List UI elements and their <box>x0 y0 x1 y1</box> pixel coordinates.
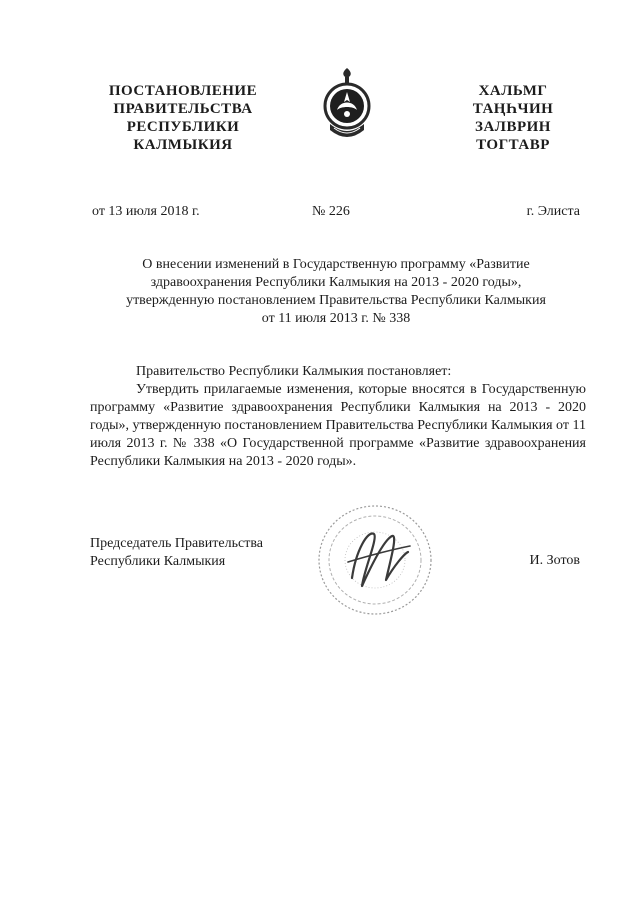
document-number: № 226 <box>312 204 350 219</box>
title-line: здравоохранения Республики Калмыкия на 2013 - 2020 годы», <box>150 275 522 290</box>
decree-text: Утвердить прилагаемые изменения, которые вносятся в Государственную программу «Развитие здравоохранения Республики Калмыкия на 2013 - 2020 годы», утвержденную постановлением Правительства Республики Калмыкия от 11 июля 2013 г. № 338 «О Государственной программе «Развитие здравоохранения Республики Калмыкия на 2013 - 2020 годы». <box>90 382 586 469</box>
header-left-line: ПРАВИТЕЛЬСТВА <box>113 101 253 117</box>
document-city: г. Элиста <box>526 204 580 219</box>
signer-position-line: Республики Калмыкия <box>90 554 226 569</box>
signer-position <box>90 535 263 571</box>
header-left-line: КАЛМЫКИЯ <box>133 137 233 153</box>
header-left-title <box>88 82 278 154</box>
header-right-line: ЗАЛВРИН <box>475 119 551 135</box>
title-line: О внесении изменений в Государственную программу «Развитие <box>142 257 530 272</box>
title-line: утвержденную постановлением Правительства Республики Калмыкия <box>126 293 546 308</box>
coat-of-arms-emblem <box>320 66 374 146</box>
header-right-line: ХАЛЬМГ <box>478 83 548 99</box>
document-date: от 13 июля 2018 г. <box>92 204 200 219</box>
header-left-line: ПОСТАНОВЛЕНИЕ <box>108 83 258 99</box>
header-right-title <box>448 82 578 154</box>
signer-name: И. Зотов <box>529 553 580 568</box>
title-line: от 11 июля 2013 г. № 338 <box>261 311 411 326</box>
header-right-line: ТОГТАВР <box>476 137 550 153</box>
header-right-line: ТАҢҺЧИН <box>472 101 554 117</box>
decree-lead: Правительство Республики Калмыкия постановляет: <box>136 364 452 379</box>
signer-position-line: Председатель Правительства <box>90 536 263 551</box>
document-title <box>90 256 582 328</box>
official-seal-stamp <box>312 500 438 620</box>
header-left-line: РЕСПУБЛИКИ <box>126 119 240 135</box>
